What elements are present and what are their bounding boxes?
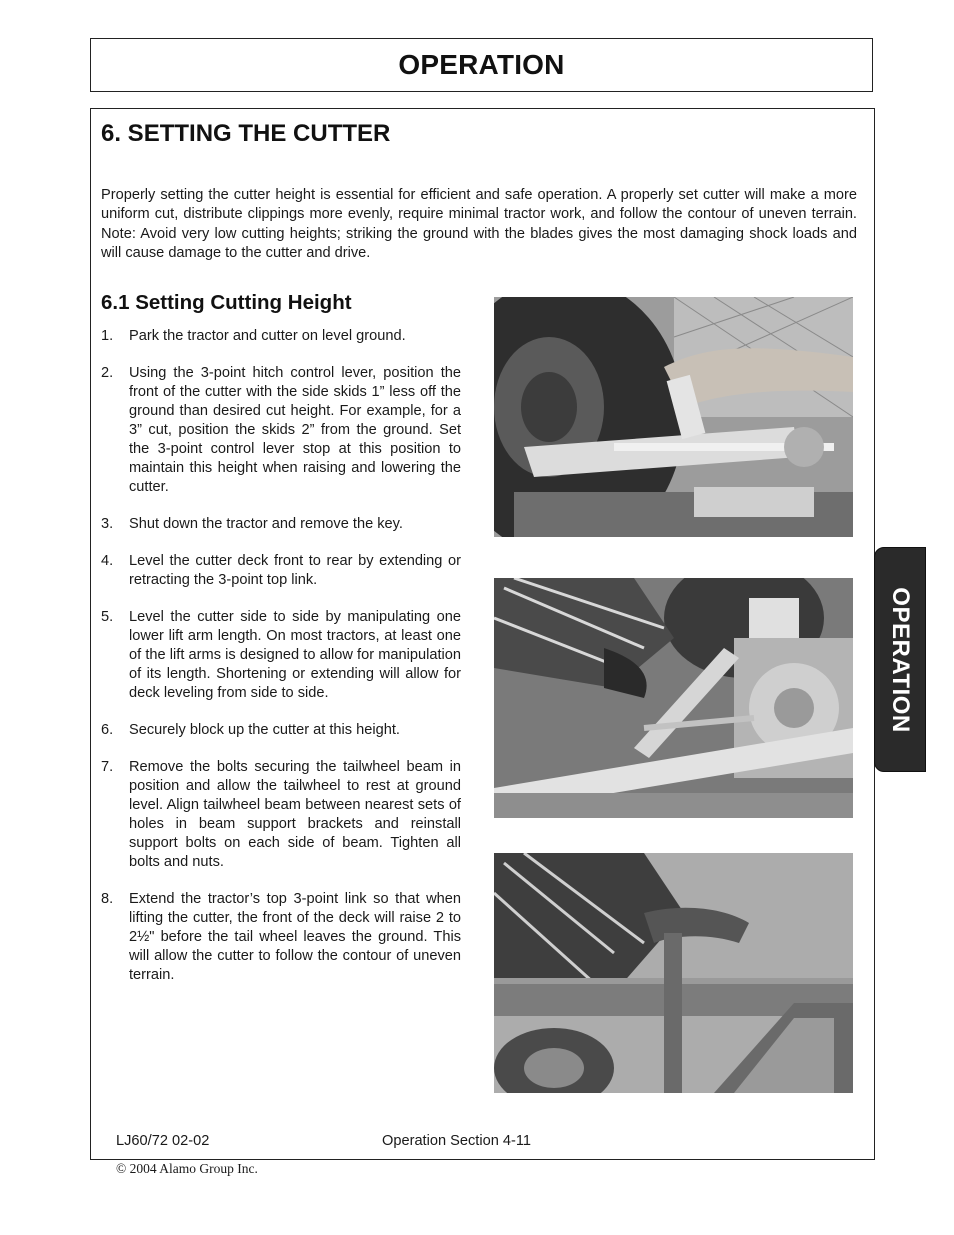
- section-side-tab: [874, 547, 926, 772]
- step-text: Remove the bolts securing the tailwheel beam in position and allow the tailwheel to rest at ground level. Align tailwheel beam between nearest sets of holes in beam support brackets and reinstall support bolts on each side of beam. Tighten all bolts and nuts.: [129, 759, 461, 870]
- step-number: 3.: [101, 516, 114, 532]
- step-number: 5.: [101, 609, 114, 625]
- subsection-title: 6.1 Setting Cutting Height: [101, 291, 352, 314]
- section-title: 6. SETTING THE CUTTER: [101, 120, 391, 147]
- list-item: [101, 721, 461, 740]
- step-number: 7.: [101, 759, 114, 775]
- step-number: 6.: [101, 722, 114, 738]
- side-tab-label: OPERATION: [887, 586, 914, 733]
- step-number: 2.: [101, 365, 114, 381]
- list-item: [101, 608, 461, 703]
- footer-copyright: © 2004 Alamo Group Inc.: [116, 1161, 258, 1176]
- list-item: [101, 758, 461, 872]
- step-text: Park the tractor and cutter on level ground.: [129, 328, 406, 344]
- list-item: [101, 327, 461, 346]
- list-item: [101, 890, 461, 985]
- page-header-title: OPERATION: [398, 49, 565, 80]
- step-number: 1.: [101, 328, 114, 344]
- page-header: [90, 38, 873, 92]
- step-text: Shut down the tractor and remove the key.: [129, 516, 403, 532]
- photo-tailwheel-beam: [494, 853, 853, 1093]
- list-item: [101, 515, 461, 534]
- step-number: 4.: [101, 553, 114, 569]
- step-text: Level the cutter deck front to rear by extending or retracting the 3-point top link.: [129, 553, 461, 588]
- photo-lift-arm-adjustment: [494, 578, 853, 818]
- photo-top-link-image: [494, 297, 853, 537]
- step-text: Extend the tractor’s top 3-point link so that when lifting the cutter, the front of the deck will raise 2 to 2½" before the tail wheel leaves the ground. This will allow the cutter to follow the contour of uneven terrain.: [129, 891, 461, 983]
- photo-tailwheel-image: [494, 853, 853, 1093]
- step-text: Level the cutter side to side by manipulating one lower lift arm length. On most tractors, at least one of the lift arms is designed to allow for manipulation of its length. Shortening or extending will allow for deck leveling from side to side.: [129, 609, 461, 701]
- list-item: [101, 364, 461, 497]
- step-number: 8.: [101, 891, 114, 907]
- list-item: [101, 552, 461, 590]
- photo-lift-arm-image: [494, 578, 853, 818]
- footer-page-number: Operation Section 4-11: [382, 1133, 532, 1149]
- footer-model: LJ60/72 02-02: [116, 1133, 210, 1149]
- steps-list: [101, 327, 461, 1003]
- step-text: Using the 3-point hitch control lever, position the front of the cutter with the side skids 1” less off the ground than desired cut height. For example, for a 3” cut, position the skids 2” from the ground. Set the 3-point control lever stop at this position to maintain this height when raising and lowering the cutter.: [129, 365, 461, 495]
- photo-top-link-adjustment: [494, 297, 853, 537]
- step-text: Securely block up the cutter at this height.: [129, 722, 400, 738]
- intro-paragraph: Properly setting the cutter height is essential for efficient and safe operation. A properly set cutter will make a more uniform cut, distribute clippings more evenly, require minimal tractor work, and follow the contour of uneven terrain. Note: Avoid very low cutting heights; striking the ground with the blades gives the most damaging shock loads and will cause damage to the cutter and drive.: [101, 187, 857, 261]
